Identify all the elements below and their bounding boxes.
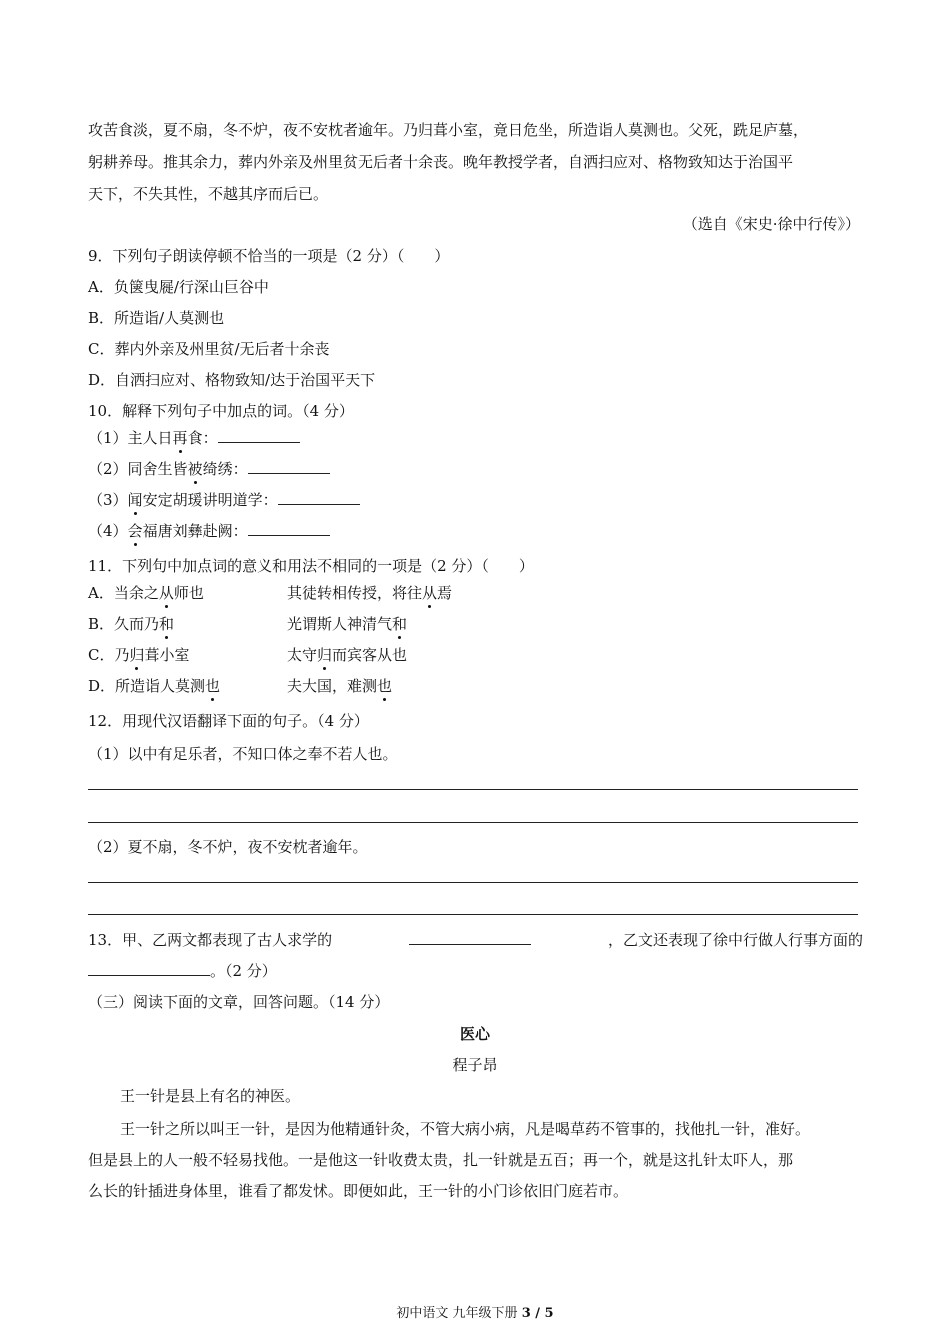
answer-line[interactable] (88, 882, 858, 883)
q9-stem: 9．下列句子朗读停顿不恰当的一项是（2 分）（ ） (88, 247, 450, 265)
q10-item-3: （3）闻安定胡瑗讲明道学： (88, 490, 360, 510)
dotted-word: 再 (172, 429, 188, 447)
answer-blank[interactable] (278, 490, 360, 505)
q13-line-2: 。（2 分） (88, 961, 277, 981)
dotted-word: 被 (187, 460, 203, 478)
q13-line-1: 13．甲、乙两文都表现了古人求学的 ，乙文还表现了徐中行做人行事方面的 (88, 931, 863, 949)
passage-line-3: 天下，不失其性，不越其序而后已。 (88, 185, 329, 203)
q10-item-2: （2）同舍生皆被绮绣： (88, 459, 330, 479)
answer-line[interactable] (88, 822, 858, 823)
q9-option-a: A．负箧曳屣/行深山巨谷中 (88, 278, 269, 296)
q11-option-b-pair: 光谓斯人神清气和 (287, 615, 408, 633)
page-number: 3 / 5 (521, 1306, 554, 1321)
passage-line-1: 攻苦食淡，夏不扇，冬不炉，夜不安枕者逾年。乃归葺小室，竟日危坐，所造诣人莫测也。父死，跣足庐墓， (88, 121, 809, 139)
dotted-word: 闻 (127, 491, 143, 509)
passage-source: （选自《宋史·徐中行传》） (682, 215, 860, 233)
q11-option-a-pair: 其徒转相传授，将往从焉 (287, 584, 453, 602)
q11-option-d-pair: 夫大国，难测也 (287, 677, 393, 695)
q12-sentence-1: （1）以中有足乐者，不知口体之奉不若人也。 (88, 745, 398, 763)
answer-blank[interactable] (409, 930, 531, 945)
q10-stem: 10．解释下列句子中加点的词。（4 分） (88, 402, 354, 420)
answer-blank[interactable] (248, 521, 330, 536)
q9-option-b: B．所造诣/人莫测也 (88, 309, 225, 327)
article-paragraph-2-line-2: 但是县上的人一般不轻易找他。一是他这一针收费太贵，扎一针就是五百；再一个，就是这扎针太吓人，那 (88, 1151, 794, 1169)
answer-blank[interactable] (218, 428, 300, 443)
q12-sentence-2: （2）夏不扇，冬不炉，夜不安枕者逾年。 (88, 838, 368, 856)
answer-line[interactable] (88, 789, 858, 790)
article-paragraph-1: 王一针是县上有名的神医。 (120, 1087, 301, 1105)
q11-option-c: C．乃归葺小室 (88, 646, 190, 664)
q11-stem: 11．下列句中加点词的意义和用法不相同的一项是（2 分）（ ） (88, 557, 534, 575)
section3-heading: （三）阅读下面的文章，回答问题。（14 分） (88, 993, 390, 1011)
article-author: 程子昂 (452, 1056, 498, 1074)
q11-option-b: B．久而乃和 (88, 615, 175, 633)
article-title: 医心 (459, 1025, 490, 1043)
q9-option-d: D．自洒扫应对、格物致知/达于治国平天下 (88, 371, 376, 389)
article-paragraph-2-line-1: 王一针之所以叫王一针，是因为他精通针灸，不管大病小病，凡是喝草药不管事的，找他扎一针，准好。 (120, 1120, 811, 1138)
answer-blank[interactable] (248, 459, 330, 474)
q11-option-a: A．当余之从师也 (88, 584, 204, 602)
q10-item-4: （4）会福唐刘彝赴阙： (88, 521, 330, 541)
answer-blank[interactable] (88, 961, 210, 976)
q11-option-d: D．所造诣人莫测也 (88, 677, 221, 695)
passage-line-2: 躬耕养母。推其余力，葬内外亲及州里贫无后者十余丧。晚年教授学者，自洒扫应对、格物致知达于治国平 (88, 153, 794, 171)
dotted-word: 会 (127, 522, 143, 540)
page-footer: 初中语文 九年级下册 3 / 5 (396, 1306, 554, 1321)
q12-stem: 12．用现代汉语翻译下面的句子。（4 分） (88, 712, 369, 730)
answer-line[interactable] (88, 914, 858, 915)
q11-option-c-pair: 太守归而宾客从也 (287, 646, 408, 664)
article-paragraph-2-line-3: 么长的针插进身体里，谁看了都发怵。即便如此，王一针的小门诊依旧门庭若市。 (88, 1182, 629, 1200)
q10-item-1: （1）主人日再食： (88, 428, 300, 448)
q9-option-c: C．葬内外亲及州里贫/无后者十余丧 (88, 340, 330, 358)
